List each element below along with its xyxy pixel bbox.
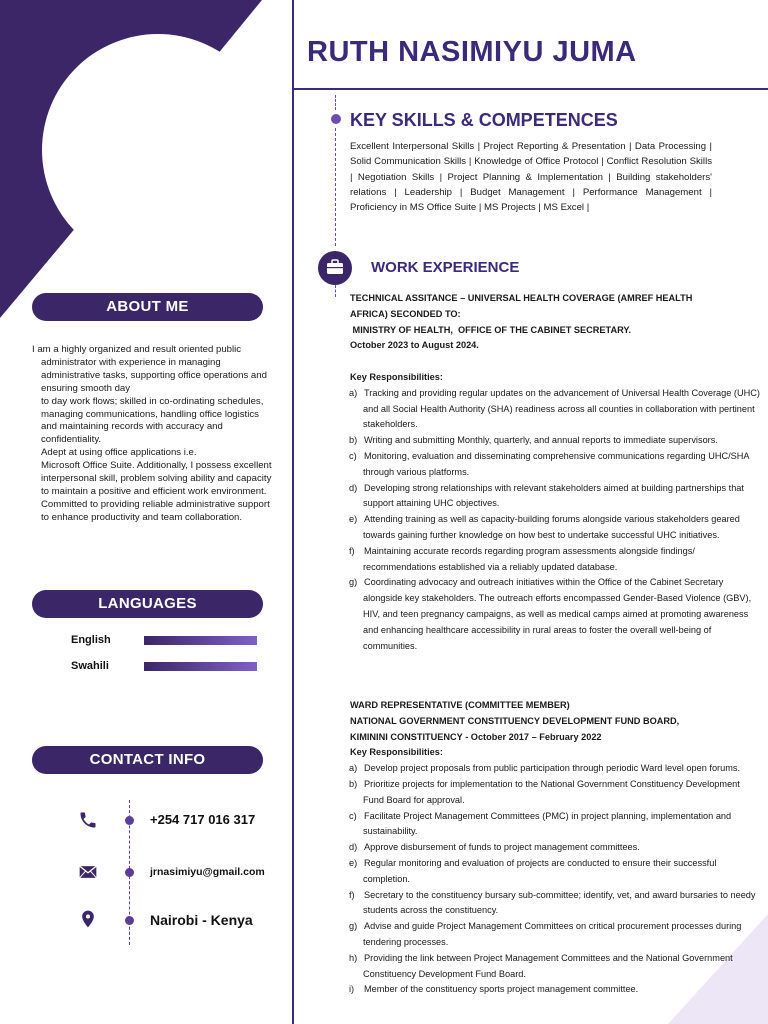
job-title-line: WARD REPRESENTATIVE (COMMITTEE MEMBER) [350,700,570,710]
language-swahili-label: Swahili [71,660,109,672]
item-label: h) [349,952,358,963]
responsibility-item [349,982,760,998]
job-title-line: TECHNICAL ASSITANCE – UNIVERSAL HEALTH COVERAGE (AMREF HEALTH [350,293,693,303]
location-pin-icon [78,909,98,929]
header-decoration-shape [0,0,300,320]
location-text: Nairobi - Kenya [150,912,253,928]
section-connector [335,285,336,297]
skills-list: Excellent Interpersonal Skills | Project Reporting & Presentation | Data Processing | Solid Communication Skills | Knowledge of Office Protocol | Conflict Resolution Skills | Negotiation Skills | Project Planning & Implementation | Building stakeholders' relations | Leadership | Budget Management | Performance Management | Proficiency in MS Office Suite | MS Projects | MS Excel | [350,141,712,214]
about-heading: ABOUT ME [32,293,263,321]
item-text: Prioritize projects for implementation to the National Government Constituency Development Fund Board for approval. [363,778,740,805]
about-paragraph: Adept at using office applications i.e. [41,447,197,459]
vertical-divider [292,0,294,1024]
item-label: c) [349,810,357,821]
responsibility-item [349,761,760,777]
section-dot [331,114,341,124]
responsibility-item [349,856,760,888]
responsibility-item [349,512,760,544]
work-heading: WORK EXPERIENCE [371,259,520,276]
section-connector [335,95,336,110]
job-dates: October 2023 to August 2024. [350,340,479,351]
timeline-dot [125,916,134,925]
phone-icon [78,810,98,830]
item-text: Advise and guide Project Management Committees on critical procurement processes during tendering processes. [363,921,742,947]
responsibility-item [349,481,760,513]
email-address[interactable]: jrnasimiyu@gmail.com [150,866,265,878]
item-text: Coordinating advocacy and outreach initiatives within the Office of the Cabinet Secretary alongside key stakeholders. The outreach efforts encompassed Gender-Based Violence (GBV), HIV, and teen pregnancy campaigns, as well as medical camps aimed at promoting awareness and enhancing healthcare accessibility in rural areas to foster the overall well-being of communities. [363,577,752,651]
about-paragraph: Committed to providing reliable administrative support to enhance productivity and team collaboration. [41,498,270,523]
responsibility-item [349,449,760,481]
responsibilities-heading: Key Responsibilities: [350,371,443,382]
about-paragraph: Microsoft Office Suite. Additionally, I possess excellent interpersonal skill, problem solving ability and capacity to maintain a positive and efficient work environment. [41,460,272,497]
item-label: g) [349,921,358,932]
phone-number[interactable]: +254 717 016 317 [150,812,256,827]
languages-heading: LANGUAGES [32,590,263,618]
about-text [32,344,272,525]
language-english-label: English [71,634,111,646]
item-text: Monitoring, evaluation and disseminating comprehensive communications regarding UHC/SHA through various platforms. [363,450,750,477]
responsibility-item [349,809,760,841]
responsibility-item [349,840,760,856]
job-title-line: NATIONAL GOVERNMENT CONSTITUENCY DEVELOPMENT FUND BOARD, [350,715,680,726]
responsibilities-heading: Key Responsibilities: [350,747,443,758]
language-swahili-bar [144,662,257,671]
item-label: i) [349,984,355,995]
about-paragraph: to day work flows; skilled in co-ordinating schedules, managing communications, handling office logistics and maintaining records with accuracy and confidentiality. [41,395,264,446]
item-text: Develop project proposals from public participation through periodic Ward level open forums. [364,763,741,774]
responsibility-item [349,951,760,983]
candidate-name: RUTH NASIMIYU JUMA [307,36,637,68]
item-text: Providing the link between Project Management Committees and the National Government Constituency Development Fund Board. [363,952,733,979]
item-label: e) [349,514,358,525]
job-title-line: AFRICA) SECONDED TO: [350,308,461,319]
item-label: c) [349,450,357,461]
item-label: f) [349,545,355,556]
mail-icon [78,862,98,882]
job-entry [350,291,760,654]
item-label: e) [349,857,358,868]
name-underline [292,88,768,90]
responsibility-item [349,433,760,449]
item-text: Facilitate Project Management Committees (PMC) in project planning, implementation and sustainability. [363,810,732,837]
item-text: Secretary to the constituency bursary sub-committee; identify, vet, and award bursaries to needy students across the constituency. [363,889,756,916]
skills-heading: KEY SKILLS & COMPETENCES [350,110,618,130]
job-entry [350,698,760,998]
item-text: Regular monitoring and evaluation of projects are conducted to ensure their successful completion. [363,857,717,884]
item-text: Developing strong relationships with relevant stakeholders aimed at building partnerships that support attaining UHC objectives. [363,482,744,509]
item-text: Approve disbursement of funds to project management committees. [364,842,640,853]
spacer [350,354,760,370]
language-english-bar [144,636,257,645]
job-title-line: MINISTRY OF HEALTH, OFFICE OF THE CABINET SECRETARY. [350,324,632,335]
responsibility-item [349,888,760,920]
briefcase-icon [318,251,352,285]
item-label: d) [349,482,358,493]
timeline-dot [125,868,134,877]
item-label: a) [349,387,358,398]
responsibility-item [349,544,760,576]
item-label: g) [349,577,358,588]
item-text: Tracking and providing regular updates on the advancement of Universal Health Coverage (UHC) and all Social Health Authority (SHA) readiness across all counties in collaboration with pertinent stakeholders. [363,387,760,430]
item-label: d) [349,842,358,853]
item-label: a) [349,763,358,774]
item-text: Maintaining accurate records regarding program assessments alongside findings/ recommendations established via a reliably updated database. [363,545,695,572]
job-title-line: KIMININI CONSTITUENCY - October 2017 – February 2022 [350,731,602,742]
section-connector [335,128,336,246]
responsibility-item [349,777,760,809]
item-text: Writing and submitting Monthly, quarterly, and annual reports to immediate supervisors. [364,435,718,446]
responsibility-item [349,575,760,654]
responsibility-item [349,919,760,951]
contact-heading: CONTACT INFO [32,746,263,774]
about-paragraph: I am a highly organized and result oriented public administrator with experience in managing administrative tasks, supporting office operations and ensuring smooth day [32,344,267,394]
responsibility-item [349,386,760,433]
item-label: b) [349,435,358,446]
item-label: f) [349,889,355,900]
timeline-dot [125,816,134,825]
item-text: Attending training as well as capacity-building forums alongside various stakeholders geared towards gaining further knowledge on how best to undertake successful UHC initiatives. [363,514,740,540]
item-text: Member of the constituency sports project management committee. [364,984,639,995]
item-label: b) [349,778,358,789]
